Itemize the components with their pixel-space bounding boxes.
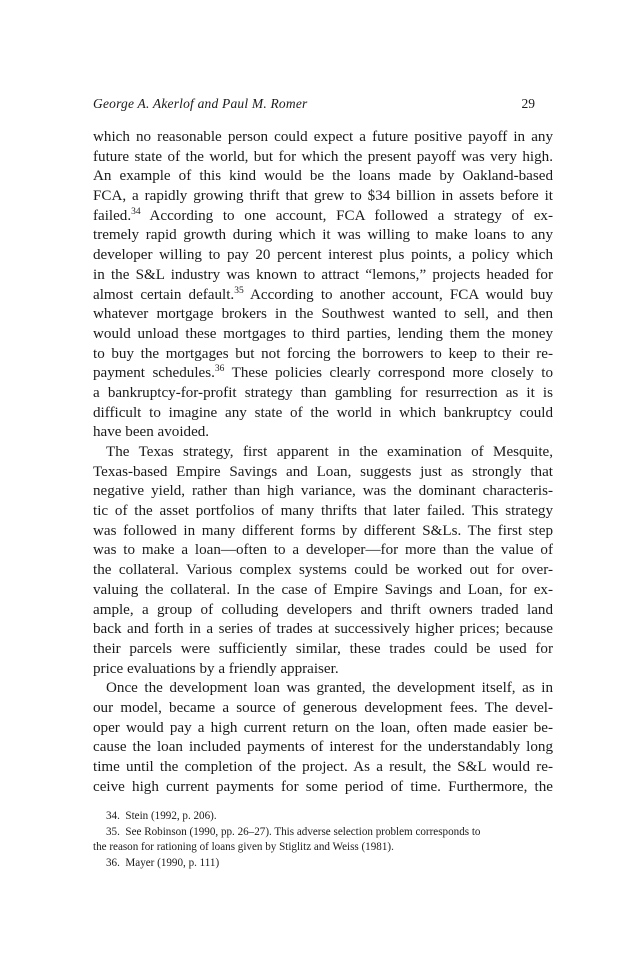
text-line: was to make a loan—often to a developer—for more than the value of — [93, 542, 553, 559]
text-line: The Texas strategy, first apparent in the examination of Mesquite, — [106, 444, 553, 460]
text-line: An example of this kind would be the loans made by Oakland-based — [93, 168, 553, 185]
text-line: which no reasonable person could expect a future positive payoff in any — [93, 129, 553, 145]
text-line: whatever mortgage brokers in the Southwest wanted to sell, and then — [93, 306, 553, 323]
text-line: payment schedules.$^{36}$ These policies clearly correspond more closely to — [93, 364, 553, 382]
text-line: failed.$^{34}$ According to one account, FCA followed a strategy of ex- — [93, 206, 553, 224]
text-line: ceive high current payments for some period of time. Furthermore, the — [93, 778, 553, 795]
body-text — [93, 128, 553, 797]
text-line: back and forth in a series of trades at successively higher prices; because — [93, 621, 553, 638]
text-line: oper would pay a high current return on the loan, often made easier be- — [93, 719, 553, 736]
text-line: their parcels were sufficiently similar, these trades could be used for — [93, 640, 553, 657]
text-line: Texas-based Empire Savings and Loan, suggests just as strongly that — [93, 463, 553, 480]
footnote-ref-36: 36 — [214, 364, 225, 375]
text-line: was followed in many different forms by different S&Ls. The first step — [93, 522, 553, 539]
text-line: would unload these mortgages to third parties, lending them the money — [93, 325, 553, 342]
text-line: to buy the mortgages but not forcing the borrowers to keep to their re- — [93, 345, 553, 362]
page-number: 29 — [521, 96, 535, 111]
text-line: developer willing to pay 20 percent interest plus points, a policy which — [93, 247, 553, 264]
text-line: tremely rapid growth during which it was willing to make loans to any — [93, 227, 553, 244]
text-line: in the S&L industry was known to attract “lemons,” projects headed for — [93, 266, 553, 283]
footnote-ref-34: 34 — [131, 206, 141, 217]
text-line: have been avoided. — [93, 424, 210, 441]
header-authors: George A. Akerlof and Paul M. Romer — [93, 96, 308, 111]
running-header — [93, 96, 539, 116]
footnote-ref-35: 35 — [234, 285, 244, 296]
footnote-35: 35. See Robinson (1990, pp. 26–27). This adverse selection problem corresponds to — [106, 825, 481, 838]
footnote-34: 34. Stein (1992, p. 206). — [106, 810, 217, 822]
text-line: time until the completion of the project. As a result, the S&L would re- — [93, 759, 553, 775]
text-line: almost certain default.$^{35}$ According to another account, FCA would buy — [93, 285, 553, 303]
text-line: valuing the collateral. In the case of Empire Savings and Loan, for ex- — [93, 581, 553, 598]
footnote-35-continued: the reason for rationing of loans given by Stiglitz and Weiss (1981). — [93, 841, 394, 854]
text-line: negative yield, rather than high variance, was the dominant characteris- — [93, 483, 553, 500]
text-line: price evaluations by a friendly appraiser. — [93, 660, 339, 677]
text-line: cause the loan included payments of interest for the understandably long — [93, 739, 553, 756]
text-line: Once the development loan was granted, the development itself, as in — [106, 680, 553, 697]
text-line: tic of the asset portfolios of many thrifts that later failed. This strategy — [93, 503, 553, 520]
text-line: ample, a group of colluding developers and thrift owners traded land — [93, 601, 553, 618]
text-line: the collateral. Various complex systems could be worked out for over- — [93, 562, 553, 579]
text-line: future state of the world, but for which the present payoff was very high. — [93, 148, 553, 165]
footnote-36: 36. Mayer (1990, p. 111) — [106, 856, 220, 869]
text-line: a bankruptcy-for-profit strategy than gambling for resurrection as it is — [93, 384, 553, 401]
footnotes — [93, 809, 553, 871]
text-line: FCA, a rapidly growing thrift that grew to $34 billion in assets before it — [93, 188, 553, 205]
text-line: difficult to imagine any state of the world in which bankruptcy could — [93, 404, 553, 421]
text-line: our model, became a source of generous development fees. The devel- — [93, 699, 553, 716]
